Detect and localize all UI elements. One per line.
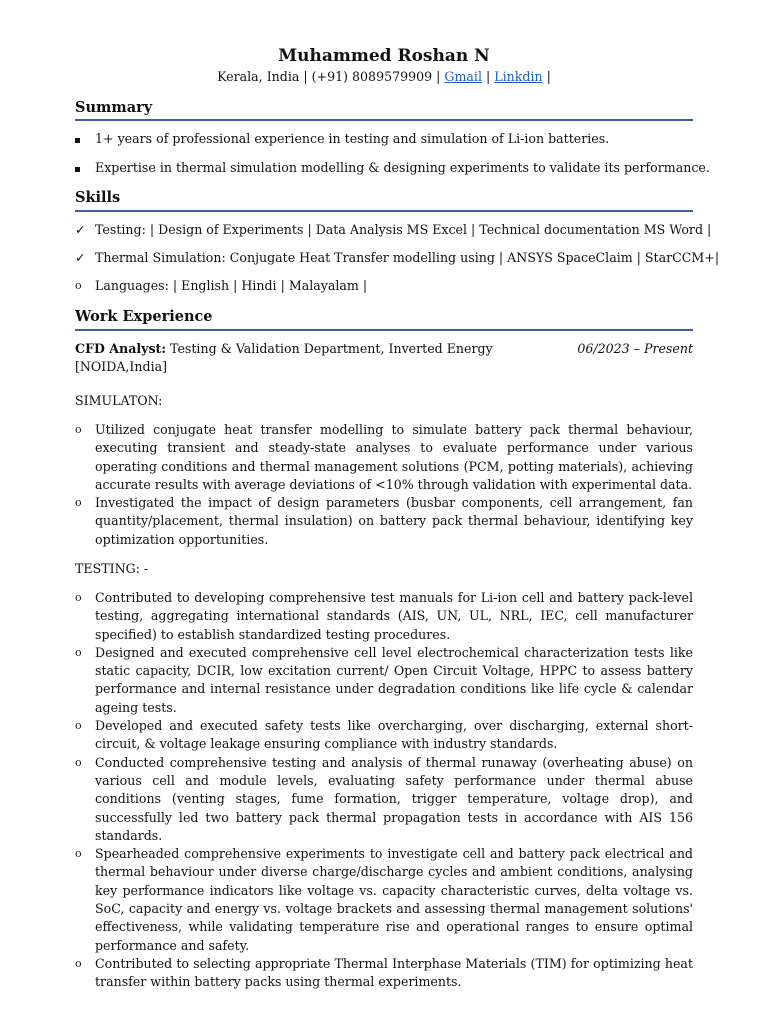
simulation-heading: SIMULATON: <box>75 393 163 408</box>
skills-divider <box>75 210 693 212</box>
circle-bullet-icon: o <box>75 645 82 659</box>
checkmark-icon: ✓ <box>75 222 86 237</box>
list-item: o Investigated the impact of design parameters (busbar components, cell arrangement, fan quantity/placement, thermal insulation) on battery pack thermal behaviour, identifying key optimization opportunities. <box>75 495 693 547</box>
circle-bullet-icon: o <box>75 591 82 604</box>
circle-bullet-icon: o <box>75 496 82 510</box>
list-item: o Conducted comprehensive testing and analysis of thermal runaway (overheating abuse) on various cell and module levels, evaluating safety performance under thermal abuse conditions (venting stages, fume formation, trigger temperature, voltage drop), and successfully led two battery pack thermal propagation tests in accordance with AIS 156 standards. <box>75 754 693 843</box>
testing-heading: TESTING: - <box>75 561 149 576</box>
square-bullet-icon <box>75 159 91 178</box>
checkmark-icon: ✓ <box>75 250 86 265</box>
contact-trailing-separator: | <box>546 69 551 84</box>
contact-separator: | <box>486 69 491 84</box>
summary-heading: Summary <box>75 99 153 116</box>
circle-bullet-icon: o <box>75 279 82 292</box>
gmail-link[interactable]: Gmail <box>444 69 482 84</box>
contact-details: Kerala, India | (+91) 8089579909 | <box>217 69 441 84</box>
circle-bullet-icon: o <box>75 956 82 970</box>
circle-bullet-icon: o <box>75 719 82 733</box>
circle-bullet-icon: o <box>75 847 82 861</box>
resume-page: Muhammed Roshan N Kerala, India | (+91) 8089579909 | Gmail | Linkdin | Summary 1+ years of professional experience in testing and simulation of Li-ion batteries. Expertise in thermal simulation modelling & designing experiments to validate its performance. Skills ✓ Testing: | Design of Experiments | Data Analysis MS Excel | Technical documentation MS Word | ✓ Thermal Simulation: Conjugate Heat Transfer modelling using | ANSYS SpaceClaim | StarCCM+| o Languages: | English | Hindi | Malayalam | Work Experience CFD Analyst: Testing & Validation Department, Inverted Energy 06/2023 – Present [NOIDA,India] SIMULATON: o Utilized conjugate heat transfer modelling to simulate battery pack thermal behaviour, executing transient and steady-state analyses to evaluate performance under various operating conditions and thermal management solutions (PCM, potting materials), achieving accurate results with average deviations of <10% through validation with experimental data. o Investigated the impact of design parameters (busbar components, cell arrangement, fan quantity/placement, thermal insulation) on battery pack thermal behaviour, identifying key optimization opportunities. TESTING: - o Contributed to developing comprehensive test manuals for Li-ion cell and battery pack-level testing, aggregating international standards (AIS, UN, UL, NRL, IEC, cell manufacturer specified) to establish standardized testing procedures. o Designed and executed comprehensive cell level electrochemical characterization tests like static capacity, DCIR, low excitation current/ Open Circuit Voltage, HPPC to assess battery performance and internal resistance under degradation conditions like life cycle & calendar ageing tests. o Developed and executed safety tests like overcharging, over discharging, external short-circuit, & voltage leakage ensuring compliance with industry standards. o Conducted comprehensive testing and analysis of thermal runaway (overheating abuse) on various cell and module levels, evaluating safety performance under thermal abuse conditions (venting stages, fume formation, trigger temperature, voltage drop), and successfully led two battery pack thermal propagation tests in accordance with AIS 156 standards. o Spearheaded comprehensive experiments to investigate cell and battery pack electrical and thermal behaviour under diverse charge/discharge cycles and ambient conditions, analysing key performance indicators like voltage vs. capacity characteristic curves, delta voltage vs. SoC, capacity and energy vs. voltage brackets and assessing thermal management solutions' effectiveness, while validating temperature rise and operational ranges to ensure optimal performance and safety. o Contributed to selecting appropriate Thermal Interphase Materials (TIM) for optimizing heat transfer within battery packs using thermal experiments. <box>0 0 768 1024</box>
job-department: Testing & Validation Department, Inverted Energy <box>166 341 493 356</box>
job-title-line <box>75 340 493 359</box>
list-item: o Designed and executed comprehensive cell level electrochemical characterization tests like static capacity, DCIR, low excitation current/ Open Circuit Voltage, HPPC to assess battery performance and internal resistance under degradation conditions like life cycle & calendar ageing tests. <box>75 644 693 715</box>
candidate-name: Muhammed Roshan N <box>278 46 490 66</box>
skills-heading: Skills <box>75 189 121 206</box>
linkedin-link[interactable]: Linkdin <box>494 69 543 84</box>
list-item: o Contributed to selecting appropriate Thermal Interphase Materials (TIM) for optimizing heat transfer within battery packs using thermal experiments. <box>75 955 693 990</box>
list-item: o Utilized conjugate heat transfer modelling to simulate battery pack thermal behaviour, executing transient and steady-state analyses to evaluate performance under various operating conditions and thermal management solutions (PCM, potting materials), achieving accurate results with average deviations of <10% through validation with experimental data. <box>75 422 693 492</box>
summary-divider <box>75 119 693 121</box>
testing-list <box>75 589 693 992</box>
job-location: [NOIDA,India] <box>75 359 168 374</box>
job-dates: 06/2023 – Present <box>577 341 693 356</box>
work-experience-divider <box>75 329 693 331</box>
list-item: o Spearheaded comprehensive experiments to investigate cell and battery pack electrical and thermal behaviour under diverse charge/discharge cycles and ambient conditions, analysing key performance indicators like voltage vs. capacity characteristic curves, delta voltage vs. SoC, capacity and energy vs. voltage brackets and assessing thermal management solutions' effectiveness, while validating temperature rise and operational ranges to ensure optimal performance and safety. <box>75 846 693 953</box>
circle-bullet-icon: o <box>75 755 82 769</box>
job-role: CFD Analyst: <box>75 341 167 356</box>
square-bullet-icon <box>75 130 91 149</box>
simulation-list <box>75 421 693 549</box>
list-item: o Developed and executed safety tests like overcharging, over discharging, external short-circuit, & voltage leakage ensuring compliance with industry standards. <box>75 718 693 752</box>
list-item: o Contributed to developing comprehensive test manuals for Li-ion cell and battery pack-level testing, aggregating international standards (AIS, UN, UL, NRL, IEC, cell manufacturer specified) to establish standardized testing procedures. <box>75 590 693 642</box>
contact-line <box>0 68 768 86</box>
circle-bullet-icon: o <box>75 423 82 436</box>
work-experience-heading: Work Experience <box>75 308 213 325</box>
